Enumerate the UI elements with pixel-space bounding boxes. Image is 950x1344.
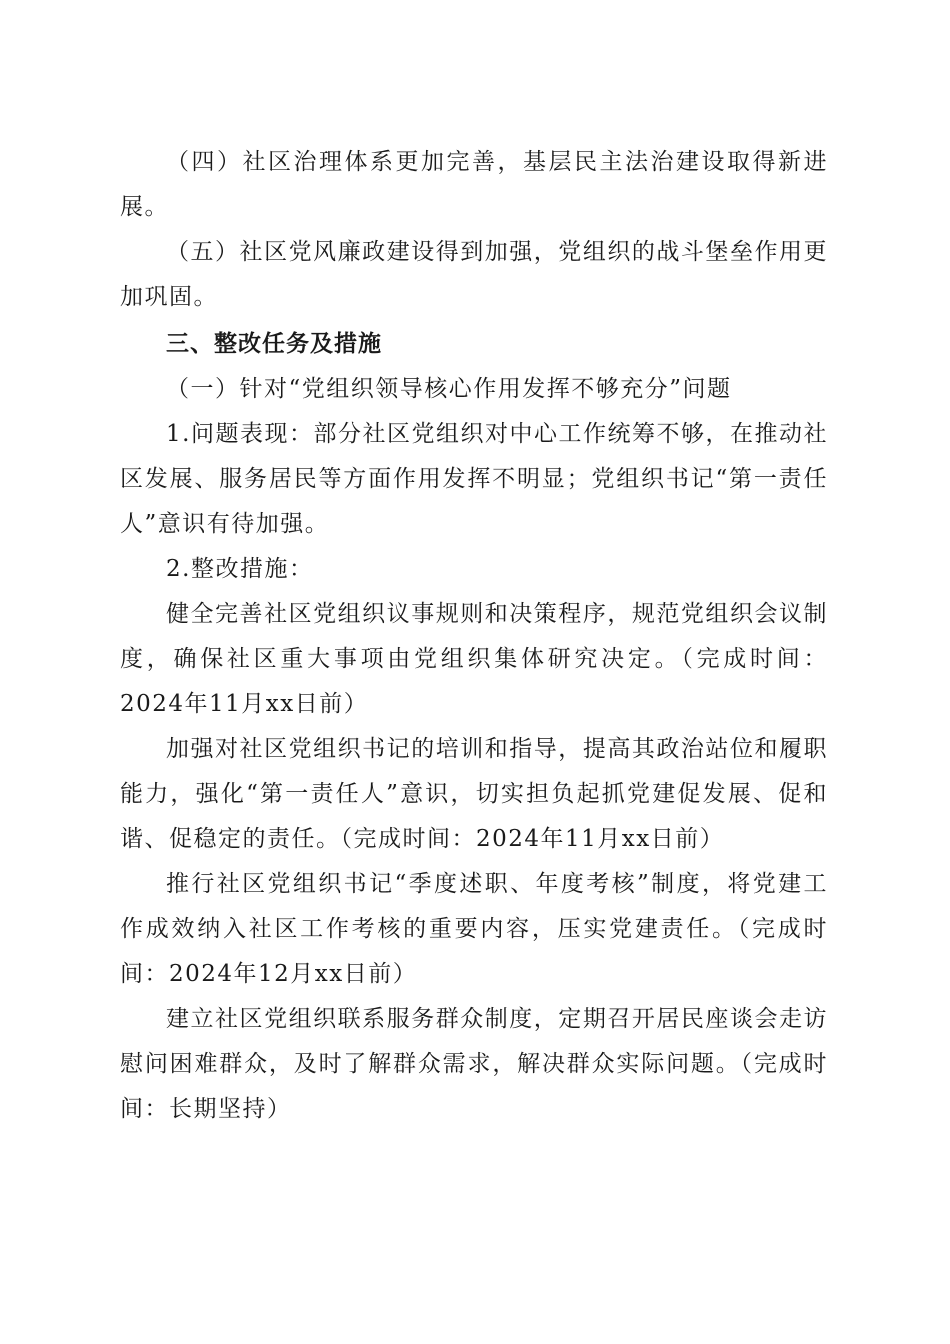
paragraph-problem-description: 1.问题表现：部分社区党组织对中心工作统筹不够，在推动社区发展、服务居民等方面作用发挥不明显；党组织书记“第一责任人”意识有待加强。 (120, 421, 828, 537)
section-heading-rectification-tasks: 三、整改任务及措施 (166, 331, 382, 357)
paragraph-measures-label: 2.整改措施： (166, 556, 314, 582)
paragraph-measure-4: 建立社区党组织联系服务群众制度，定期召开居民座谈会走访慰问困难群众，及时了解群众需求，解决群众实际问题。（完成时间：长期坚持） (120, 1006, 828, 1122)
subsection-heading-1: （一）针对“党组织领导核心作用发挥不够充分”问题 (166, 376, 732, 402)
paragraph-goal-4: （四）社区治理体系更加完善，基层民主法治建设取得新进展。 (120, 149, 828, 220)
paragraph-measure-1: 健全完善社区党组织议事规则和决策程序，规范党组织会议制度，确保社区重大事项由党组织集体研究决定。（完成时间：2024年11月xx日前） (120, 601, 828, 717)
paragraph-measure-3: 推行社区党组织书记“季度述职、年度考核”制度，将党建工作成效纳入社区工作考核的重要内容，压实党建责任。（完成时间：2024年12月xx日前） (120, 871, 828, 987)
document-body (120, 140, 828, 1132)
paragraph-measure-2: 加强对社区党组织书记的培训和指导，提高其政治站位和履职能力，强化“第一责任人”意识，切实担负起抓党建促发展、促和谐、促稳定的责任。（完成时间：2024年11月xx日前） (120, 736, 828, 852)
paragraph-goal-5: （五）社区党风廉政建设得到加强，党组织的战斗堡垒作用更加巩固。 (120, 239, 828, 310)
